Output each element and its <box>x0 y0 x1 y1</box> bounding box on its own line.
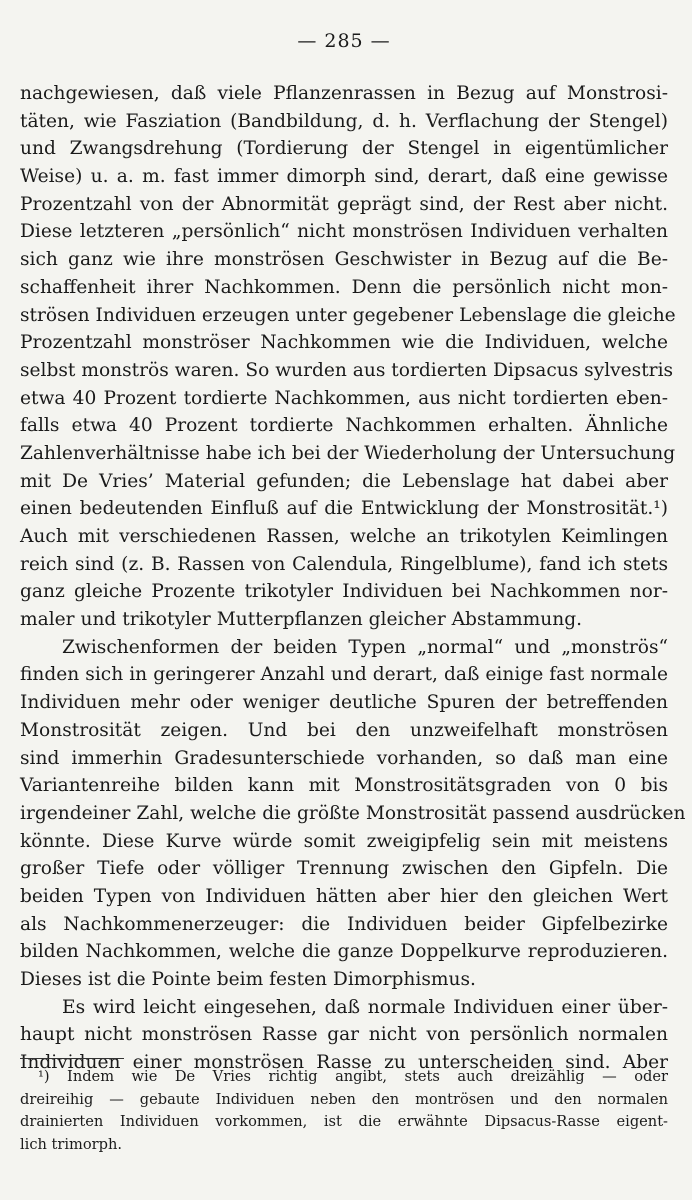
text-line: maler und trikotyler Mutterpflanzen gleicher Abstammung. <box>20 609 583 631</box>
text-line: finden sich in geringerer Anzahl und derart, daß einige fast normale <box>20 664 668 686</box>
text-line: Variantenreihe bilden kann mit Monstrositätsgraden von 0 bis <box>20 775 668 797</box>
footnote-line: dreireihig — gebaute Individuen neben den montrösen und den normalen <box>20 1090 668 1108</box>
book-page <box>20 0 686 1200</box>
text-line: täten, wie Fasziation (Bandbildung, d. h. Verflachung der Stengel) <box>20 110 668 132</box>
text-line: reich sind (z. B. Rassen von Calendula, Ringelblume), fand ich stets <box>20 553 668 575</box>
text-line: selbst monströs waren. So wurden aus tordierten Dipsacus sylvestris <box>20 359 674 381</box>
text-line: sind immerhin Gradesunterschiede vorhanden, so daß man eine <box>20 747 668 769</box>
text-line: Auch mit verschiedenen Rassen, welche an trikotylen Keimlingen <box>20 526 668 547</box>
body-text <box>20 80 686 1077</box>
text-line: könnte. Diese Kurve würde somit zweigipfelig sein mit meistens <box>20 830 668 852</box>
text-line: Diese letzteren „persönlich“ nicht monströsen Individuen verhalten <box>20 221 668 243</box>
text-line: strösen Individuen erzeugen unter gegebener Lebenslage die gleiche <box>20 304 676 326</box>
text-line: nachgewiesen, daß viele Pflanzenrassen in Bezug auf Monstrosi- <box>20 83 668 104</box>
text-line: als Nachkommenerzeuger: die Individuen beider Gipfelbezirke <box>20 913 668 935</box>
text-line: Monstrosität zeigen. Und bei den unzweifelhaft monströsen <box>20 719 668 741</box>
paragraph-2 <box>20 634 686 994</box>
paragraph-3 <box>20 994 668 1077</box>
footnote-line: ¹) Indem wie De Vries richtig angibt, stets auch dreizählig — oder <box>38 1068 668 1085</box>
text-line: bilden Nachkommen, welche die ganze Doppelkurve reproduzieren. <box>20 941 668 963</box>
text-line: haupt nicht monströsen Rasse gar nicht von persönlich normalen <box>20 1024 668 1046</box>
footnote <box>20 1066 668 1156</box>
text-line: und Zwangsdrehung (Tordierung der Stengel in eigentümlicher <box>20 138 668 160</box>
footnote-line: lich trimorph. <box>20 1135 123 1153</box>
text-line: Zahlenverhältnisse habe ich bei der Wiederholung der Untersuchung <box>20 442 676 464</box>
text-line: sich ganz wie ihre monströsen Geschwister in Bezug auf die Be- <box>20 249 668 271</box>
text-line: Zwischenformen der beiden Typen „normal“ und „monströs“ <box>62 636 668 658</box>
text-line: einen bedeutenden Einfluß auf die Entwicklung der Monstrosität.¹) <box>20 498 668 520</box>
text-line: großer Tiefe oder völliger Trennung zwischen den Gipfeln. Die <box>20 858 668 880</box>
text-line: Weise) u. a. m. fast immer dimorph sind, derart, daß eine gewisse <box>20 166 668 188</box>
text-line: beiden Typen von Individuen hätten aber hier den gleichen Wert <box>20 885 668 907</box>
text-line: Individuen einer monströsen Rasse zu unterscheiden sind. Aber <box>20 1052 668 1074</box>
text-line: irgendeiner Zahl, welche die größte Monstrosität passend ausdrücken <box>20 802 686 824</box>
text-line: Prozentzahl monströser Nachkommen wie die Individuen, welche <box>20 332 668 354</box>
text-line: Es wird leicht eingesehen, daß normale Individuen einer über- <box>62 996 668 1018</box>
text-line: Dieses ist die Pointe beim festen Dimorphismus. <box>20 969 476 990</box>
footnote-line: drainierten Individuen vorkommen, ist die erwähnte Dipsacus-Rasse eigent- <box>20 1113 668 1131</box>
text-line: etwa 40 Prozent tordierte Nachkommen, aus nicht tordierten eben- <box>20 387 668 409</box>
text-line: schaffenheit ihrer Nachkommen. Denn die persönlich nicht mon- <box>20 276 668 298</box>
text-line: Individuen mehr oder weniger deutliche Spuren der betreffenden <box>20 692 668 714</box>
paragraph-1 <box>20 80 676 634</box>
text-line: Prozentzahl von der Abnormität geprägt sind, der Rest aber nicht. <box>20 193 668 215</box>
text-line: falls etwa 40 Prozent tordierte Nachkommen erhalten. Ähnliche <box>20 415 668 437</box>
page-number: — 285 — <box>297 30 391 52</box>
text-line: ganz gleiche Prozente trikotyler Individuen bei Nachkommen nor- <box>20 581 668 603</box>
text-line: mit De Vries’ Material gefunden; die Lebenslage hat dabei aber <box>20 470 668 492</box>
footnote-divider <box>20 1058 124 1059</box>
